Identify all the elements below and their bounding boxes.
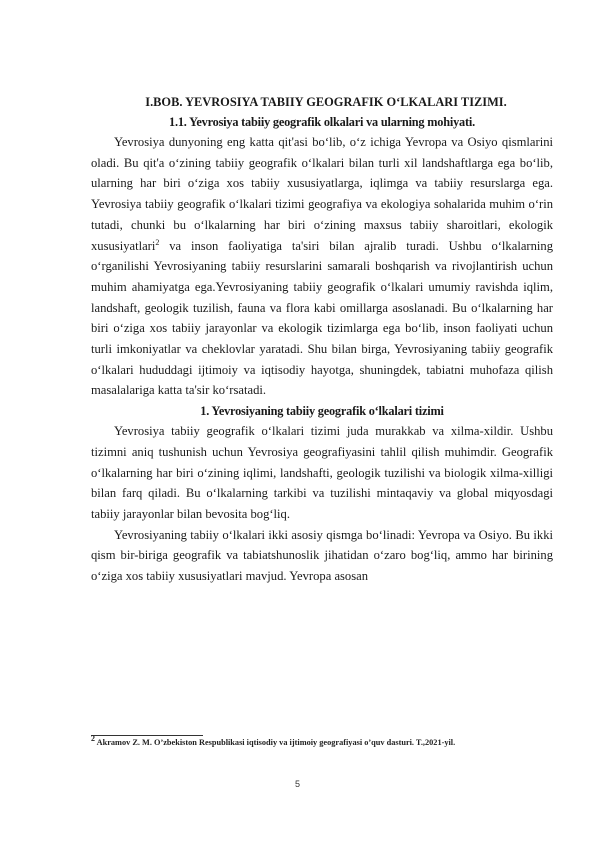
paragraph-2: Yevrosiya tabiiy geografik o‘lkalari tizimi juda murakkab va xilma-xildir. Ushbu tizimni aniq tushunish uchun Yevrosiya geografiyasini tahlil qilish muhimdir. Geografik o‘lkalarning har biri o‘zining iqlimi, landshafti, geologik tuzilishi va biologik xilma-xilligi bilan farq qiladi. Bu o‘lkalarning tarkibi va tuzilishi mintaqaviy va global miqyosdagi tabiiy jarayonlar bilan bevosita bog‘liq. bbox=[91, 424, 553, 521]
footnote-number: 2 bbox=[91, 734, 95, 744]
paragraph-1-text-start: Yevrosiya dunyoning eng katta qit'asi bo‘lib, o‘z ichiga Yevropa va Osiyo qismlarini oladi. Bu qit'a o‘zining tabiiy geografik o‘lkalari bilan turli xil landshaftlarga ega bo‘lib, ularning har biri o‘ziga xos tabiiy xususiyatlarga, iqlimga va tabiiy resurslarga ega. Yevrosiya tabiiy geografik o‘lkalari tizimi geografiya va ekologiya sohalarida muhim o‘rin tutadi, chunki bu o‘lkalarning har biri o‘zining maxsus tabiiy sharoitlari, ekologik xususiyatlari bbox=[91, 135, 553, 253]
paragraph-3: Yevrosiyaning tabiiy o‘lkalari ikki asosiy qismga bo‘linadi: Yevropa va Osiyo. Bu ikki qism bir-biriga geografik va tabiatshunoslik jihatidan o‘zaro bog‘liq, ammo har birining o‘ziga xos tabiiy xususiyatlari mavjud. Yevropa asosan bbox=[91, 527, 553, 584]
chapter-title: I.BOB. YEVROSIYA TABIIY GEOGRAFIK O‘LKALARI TIZIMI. bbox=[145, 95, 507, 109]
footnote bbox=[91, 734, 553, 748]
section-heading: 1. Yevrosiyaning tabiiy geografik o‘lkalari tizimi bbox=[200, 404, 444, 419]
footnote-divider bbox=[91, 735, 203, 736]
paragraph-1 bbox=[91, 132, 553, 401]
paragraph-1-text-end: va inson faoliyatiga ta'siri bilan ajralib turadi. Ushbu o‘lkalarning o‘rganilishi Yevrosiyaning tabiiy resurslarini samarali boshqarish va rivojlantirish uchun muhim ahamiyatga ega.Yevrosiyaning tabiiy geografik o‘lkalari umumiy ravishda iqlim, landshaft, geologik tuzilish, fauna va flora kabi omillarga asoslanadi. Bu o‘lkalarning har biri o‘ziga xos tabiiy jarayonlar va ekologik tizimlarga ega bo‘lib, inson faoliyati uchun turli imkoniyatlar va cheklovlar yaratadi. Shu bilan birga, Yevrosiyaning tabiiy geografik o‘lkalari hududdagi ijtimoiy va iqtisodiy hayotga, shuningdek, tabiatni muhofaza qilish masalalariga katta ta'sir ko‘rsatadi. bbox=[91, 238, 553, 398]
page-content bbox=[91, 92, 553, 587]
footnote-reference: 2 bbox=[155, 237, 160, 247]
footnote-text: Akramov Z. M. O’zbekiston Respublikasi iqtisodiy va ijtimoiy geografiyasi o’quv dasturi. T.,2021-yil. bbox=[96, 738, 456, 747]
subsection-title: 1.1. Yevrosiya tabiiy geografik olkalari va ularning mohiyati. bbox=[169, 115, 475, 129]
page-number: 5 bbox=[294, 779, 300, 789]
